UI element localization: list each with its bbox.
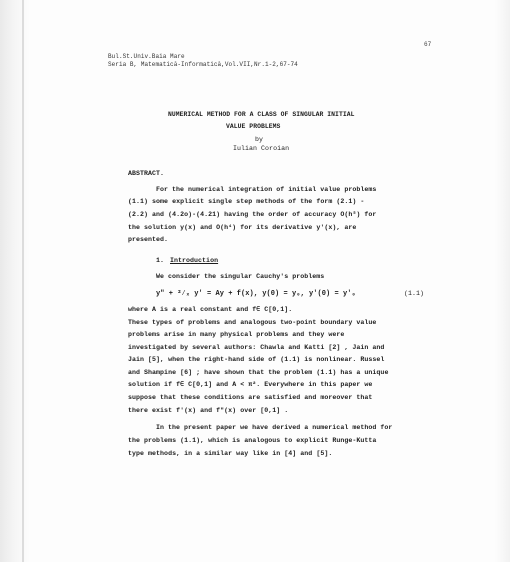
body-line: type methods, in a similar way like in [4] and [5]. bbox=[128, 450, 333, 457]
body-line: Jain [5], when the right-hand side of (1.1) is nonlinear. Russel bbox=[128, 356, 385, 363]
body-line: problems arise in many physical problems and they were bbox=[128, 331, 345, 338]
abstract-line: presented. bbox=[128, 236, 169, 243]
body-line: there exist f'(x) and f"(x) over [0,1] . bbox=[128, 407, 289, 414]
byline-by: by bbox=[255, 136, 264, 143]
body-line: suppose that these conditions are satisfied and moreover that bbox=[128, 394, 373, 401]
body-line: investigated by several authors: Chawla and Katti [2] , Jain and bbox=[128, 344, 385, 351]
author-name: Iulian Coroian bbox=[233, 145, 290, 152]
cauchy-equation: y" + ²⁄ₓ y' = Ay + f(x), y(0) = y₀, y'(0) = y'₀ bbox=[156, 290, 356, 298]
body-line: These types of problems and analogous two-point boundary value bbox=[128, 319, 377, 326]
page-number: 67 bbox=[424, 41, 432, 48]
equation-label: (1.1) bbox=[404, 290, 425, 297]
abstract-line: (1.1) some explicit single step methods of the form (2.1) - bbox=[128, 198, 365, 205]
paper-title-line2: VALUE PROBLEMS bbox=[226, 123, 281, 130]
abstract-line: the solution y(x) and O(h⁴) for its derivative y'(x), are bbox=[128, 224, 357, 231]
section-heading-introduction: Introduction bbox=[170, 257, 219, 264]
body-line: and Shampine [6] ; have shown that the problem (1.1) has a unique bbox=[128, 369, 389, 376]
paper-title-line1: NUMERICAL METHOD FOR A CLASS OF SINGULAR INITIAL bbox=[168, 111, 355, 118]
page-edge-shadow bbox=[22, 0, 24, 562]
abstract-line: For the numerical integration of initial value problems bbox=[156, 186, 377, 193]
body-line: the problems (1.1), which is analogous to explicit Runge-Kutta bbox=[128, 437, 377, 444]
intro-sentence: We consider the singular Cauchy's problems bbox=[156, 273, 325, 280]
body-line: where A is a real constant and f∈ C[0,1]. bbox=[128, 306, 293, 313]
section-heading-number: 1. bbox=[156, 257, 165, 264]
body-line: solution if f∈ C[0,1] and A < π². Everywhere in this paper we bbox=[128, 381, 373, 388]
abstract-line: (2.2) and (4.2o)-(4.21) having the order of accuracy O(h⁵) for bbox=[128, 211, 377, 218]
journal-header-line2: Seria B, Matematică-Informatică,Vol.VII,Nr.1-2,67-74 bbox=[108, 61, 298, 68]
abstract-heading: ABSTRACT. bbox=[128, 170, 165, 177]
journal-header-line1: Bul.St.Univ.Baia Mare bbox=[108, 53, 185, 60]
body-line: In the present paper we have derived a numerical method for bbox=[156, 424, 393, 431]
